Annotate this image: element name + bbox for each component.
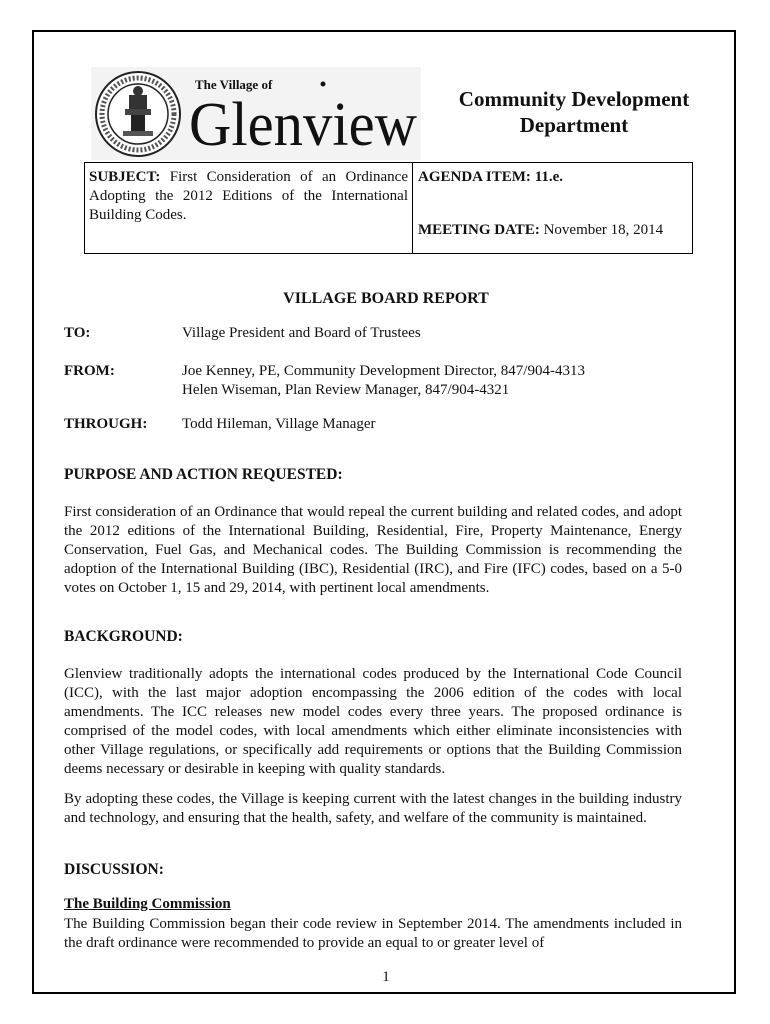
through-label: THROUGH:	[64, 416, 148, 432]
document-page	[32, 30, 736, 994]
subject-text: First Consideration of an Ordinance Adopting the 2012 Editions of the International Building Codes.	[89, 169, 408, 223]
discussion-heading: DISCUSSION:	[64, 861, 164, 878]
to-value: Village President and Board of Trustees	[182, 325, 421, 341]
page-number: 1	[382, 969, 390, 985]
background-paragraph-1: Glenview traditionally adopts the international codes produced by the International Code Council (ICC), with the last major adoption encompassing the 2006 edition of the codes with local amendments. The ICC releases new model codes every three years. The proposed ordinance is comprised of the model codes, with local amendments which either eliminate inconsistencies with other Village regulations, or specifically add requirements or options that the Building Commission deems necessary or desirable in keeping with quality standards.	[64, 666, 682, 777]
from-line1: Joe Kenney, PE, Community Development Director, 847/904-4313	[182, 363, 585, 379]
agenda-item-value: 11.e.	[534, 169, 564, 185]
report-title: VILLAGE BOARD REPORT	[283, 290, 489, 307]
department-line2: Department	[519, 113, 629, 137]
through-value: Todd Hileman, Village Manager	[182, 416, 376, 432]
purpose-paragraph: First consideration of an Ordinance that would repeal the current building and related codes, and adopt the 2012 editions of the International Building, Residential, Fire, Property Maintenance, Energy Conservation, Fuel Gas, and Mechanical codes. The Building Commission is recommending the adoption of the International Building (IBC), Residential (IRC), and Fire (IFC) codes, based on a 5-0 votes on October 1, 15 and 29, 2014, with pertinent local amendments.	[64, 504, 682, 596]
agenda-info-box	[84, 162, 693, 254]
village-seal-icon	[96, 72, 180, 156]
to-label: TO:	[64, 325, 91, 341]
background-paragraph-2: By adopting these codes, the Village is keeping current with the latest changes in the building industry and technology, and ensuring that the health, safety, and welfare of the community is maintained.	[64, 791, 682, 826]
building-commission-subheading: The Building Commission	[64, 896, 231, 912]
from-label: FROM:	[64, 363, 115, 379]
logo-small-text: The Village of	[195, 77, 273, 92]
logo-name-text: Glenview	[189, 91, 418, 159]
discussion-paragraph: The Building Commission began their code review in September 2014. The amendments included in the draft ordinance were recommended to provide an equal to or greater level of	[64, 916, 682, 951]
from-line2: Helen Wiseman, Plan Review Manager, 847/904-4321	[182, 382, 510, 398]
subject-cell	[85, 163, 413, 253]
department-title	[429, 86, 719, 138]
background-heading: BACKGROUND:	[64, 628, 183, 645]
agenda-cell	[413, 163, 692, 253]
agenda-item-label: AGENDA ITEM:	[418, 169, 531, 185]
purpose-heading: PURPOSE AND ACTION REQUESTED:	[64, 466, 343, 483]
subject-label: SUBJECT:	[89, 169, 161, 185]
department-line1: Community Development	[458, 87, 690, 111]
meeting-date-value: November 18, 2014	[543, 222, 664, 238]
glenview-logo	[91, 67, 421, 160]
meeting-date-label: MEETING DATE:	[418, 222, 540, 238]
